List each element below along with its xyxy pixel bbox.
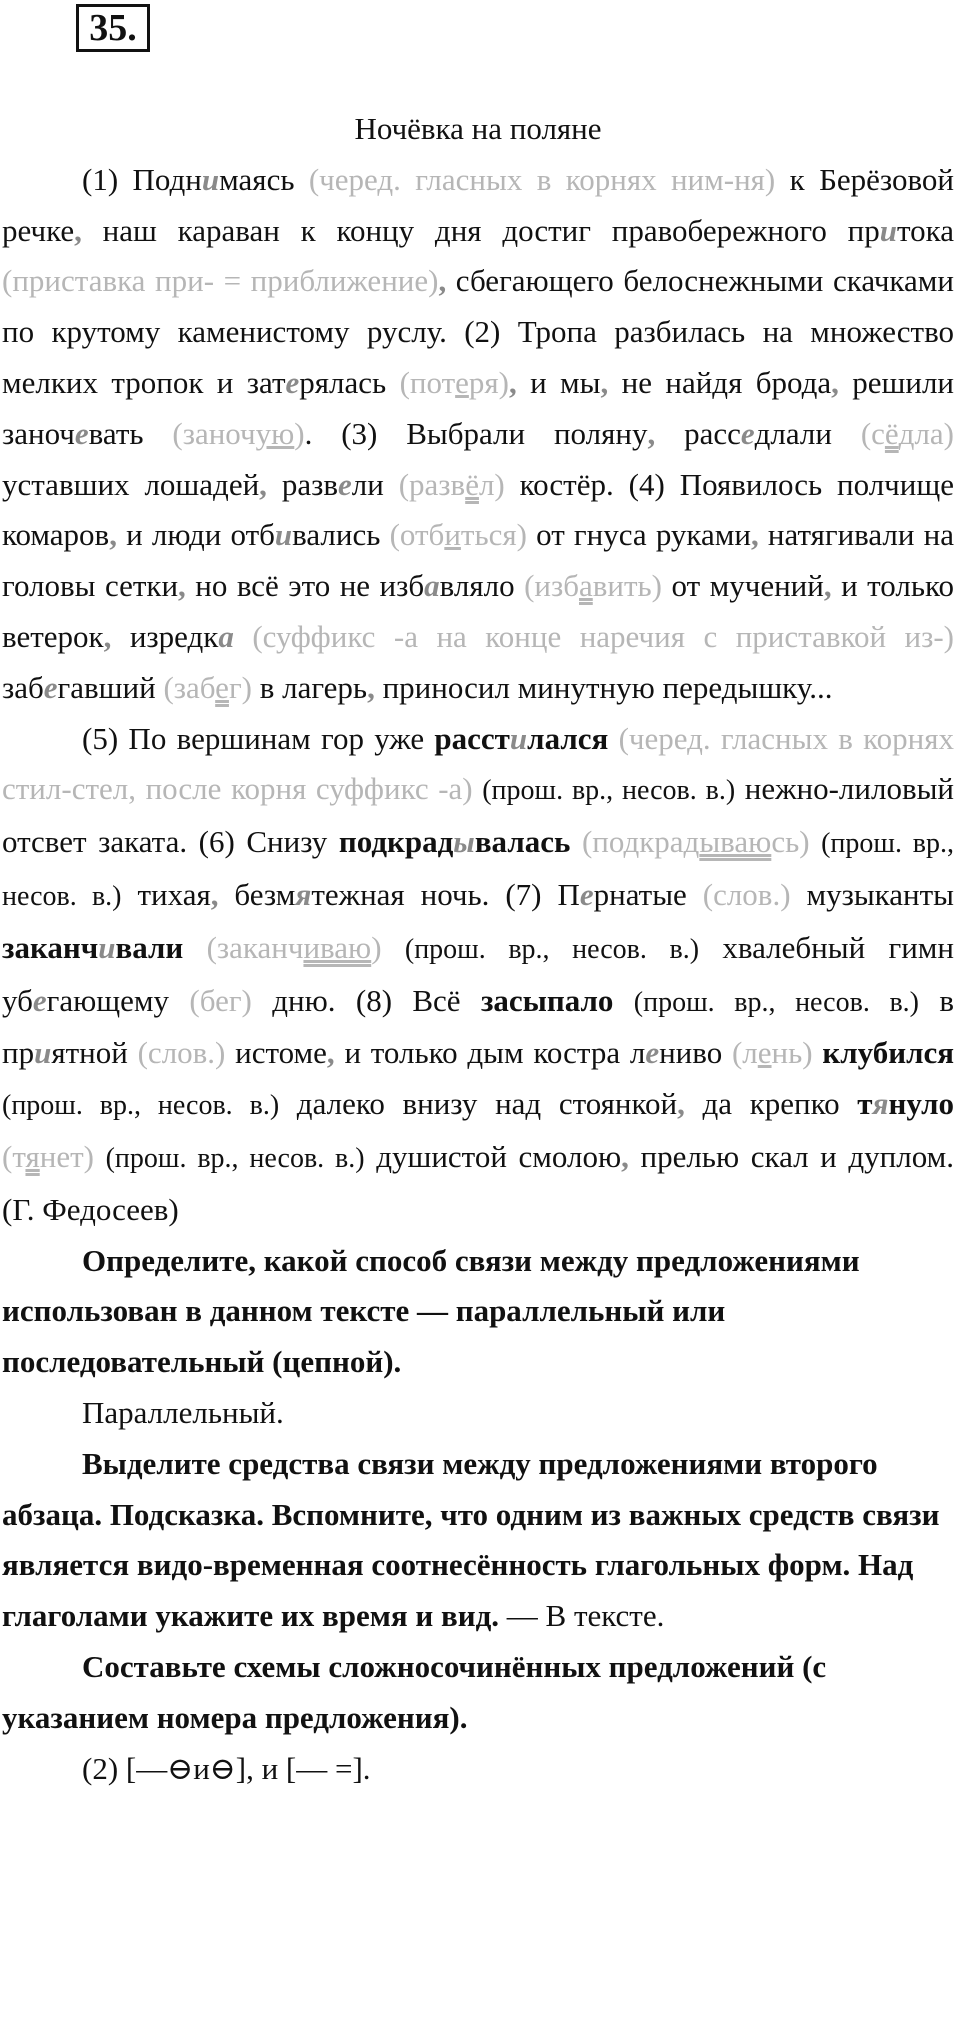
paragraph-1: (1) Поднимаясь (черед. гласных в корнях ним-ня) к Берёзовой речке, наш караван к концу дня достиг правобережного притока (приставка при- = приближение), сбегающего белоснежными скачками по крутому каменистому руслу. (2) Тропа разбилась на множество мелких тропок и затерялась (потеря), и мы, не найдя брода, решили заночевать (заночую). (3) Выбрали поляну, расседлали (сёдла) уставших лошадей, развели (развёл) костёр. (4) Появилось полчище комаров, и люди отбивались (отбиться) от гнуса руками, натягивали на головы сетки, но всё это не избавляло (избавить) от мучений, и только ветерок, изредка (суффикс -а на конце наречия с приставкой из-) забегавший (забег) в лагерь, приносил минутную передышку... — [2, 161, 955, 705]
exercise-number: 35. — [76, 4, 150, 52]
text-title: Ночёвка на поляне — [354, 111, 602, 146]
answer-1: Параллельный. — [82, 1394, 284, 1430]
question-1: Определите, какой способ связи между предложениями использован в данном тексте — параллельный или последовательный (цепной). — [2, 1242, 860, 1380]
document-body — [2, 104, 954, 1794]
answer-2: — В тексте. — [506, 1598, 665, 1634]
question-2: Выделите средства связи между предложениями второго абзаца. Подсказка. Вспомните, что одним из важных средств связи является видо-временная соотнесённость глагольных форм. Над глаголами укажите их время и вид. — [2, 1445, 940, 1634]
answer-3: (2) [—⊖и⊖], и [— =]. — [82, 1750, 371, 1786]
paragraph-2: (5) По вершинам гор уже расстилался (черед. гласных в корнях стил-стел, после корня суффикс -а) (прош. вр., несов. в.) нежно-лиловый отсвет заката. (6) Снизу подкрадывалась (подкрадываюсь) (прош. вр., несов. в.) тихая, безмятежная ночь. (7) Пернатые (слов.) музыканты заканчивали (заканчиваю) (прош. вр., несов. в.) хвалебный гимн убегающему (бег) дню. (8) Всё засыпало (прош. вр., несов. в.) в приятной (слов.) истоме, и только дым костра лениво (лень) клубился (прош. вр., несов. в.) далеко внизу над стоянкой, да крепко тянуло (тянет) (прош. вр., несов. в.) душистой смолою, прелью скал и дуплом. (Г. Федосеев) — [2, 720, 955, 1227]
question-3: Составьте схемы сложносочинённых предложений (с указанием номера предложения). — [2, 1648, 827, 1735]
author: (Г. Федосеев) — [2, 1191, 179, 1227]
